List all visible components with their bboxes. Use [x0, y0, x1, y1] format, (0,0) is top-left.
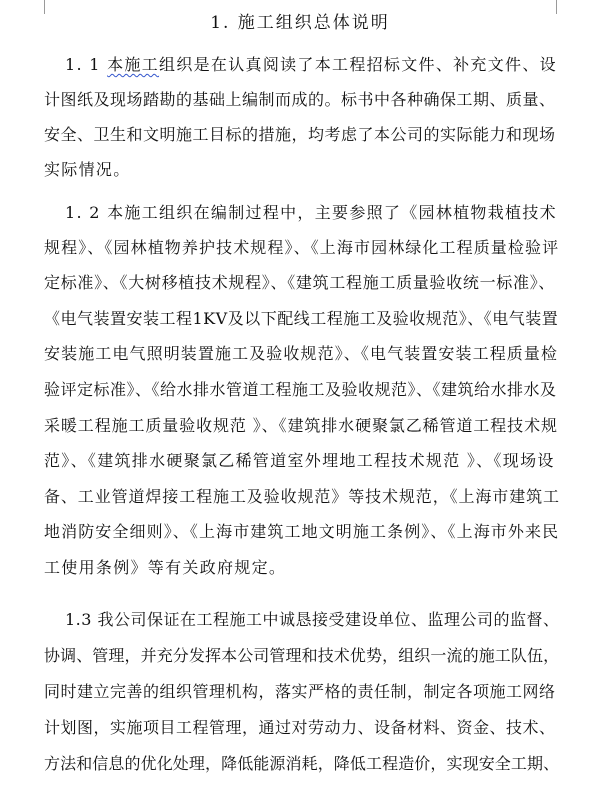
paragraph-line: 安装施工电气照明装置施工及验收规范》、《电气装置安装工程质量检: [44, 344, 559, 363]
paragraph-line: 方法和信息的优化处理，降低能源消耗，降低工程造价，实现安全工期、: [44, 754, 560, 773]
paragraph-line: 协调、管理，并充分发挥本公司管理和技术优势，组织一流的施工队伍，: [44, 646, 560, 665]
paragraph-line: 安全、卫生和文明施工目标的措施，均考虑了本公司的实际能力和现场: [44, 125, 556, 144]
paragraph-line: 同时建立完善的组织管理机构，落实严格的责任制，制定各项施工网络: [44, 682, 556, 701]
spellcheck-flagged-text[interactable]: 本施工: [107, 55, 160, 74]
paragraph-line: 范》、《建筑排水硬聚氯乙稀管道室外埋地工程技术规范 》、《现场设: [44, 451, 555, 470]
paragraph-line: 《电气装置安装工程1KV及以下配线工程施工及验收规范》、《电气装置: [44, 309, 559, 328]
paragraph-number: 1. 1: [65, 55, 108, 74]
paragraph-line: 1. 2 本施工组织在编制过程中，主要参照了《园林植物栽植技术: [65, 203, 557, 222]
paragraph-text: 组织是在认真阅读了本工程招标文件、补充文件、设: [159, 55, 557, 74]
paragraph-line: [65, 50, 557, 80]
paragraph-line: 计图纸及现场踏勘的基础上编制而成的。标书中各种确保工期、质量、: [44, 90, 556, 109]
paragraph-line: 1.3 我公司保证在工程施工中诚恳接受建设单位、监理公司的监督、: [65, 610, 560, 629]
paragraph-line: 地消防安全细则》、《上海市建筑工地文明施工条例》、《上海市外来民: [44, 522, 560, 541]
paragraph-line: 定标准》、《大树移植技术规程》、《建筑工程施工质量验收统一标准》、: [44, 273, 556, 292]
paragraph-line: 备、工业管道焊接工程施工及验收规范》等技术规范，《上海市建筑工: [44, 487, 560, 506]
paragraph-line: 验评定标准》、《给水排水管道工程施工及验收规范》、《建筑给水排水及: [44, 380, 557, 399]
paragraph-line: 采暖工程施工质量验收规范 》、《建筑排水硬聚氯乙稀管道工程技术规: [44, 416, 558, 435]
paragraph-line: 实际情况。: [44, 160, 131, 179]
section-heading: 1. 施工组织总体说明: [210, 13, 390, 33]
paragraph-line: 工使用条例》等有关政府规定。: [44, 558, 287, 577]
paragraph-line: 计划图，实施项目工程管理，通过对劳动力、设备材料、资金、技术、: [44, 718, 556, 737]
paragraph-line: 规程》、《园林植物养护技术规程》、《上海市园林绿化工程质量检验评: [44, 238, 560, 257]
